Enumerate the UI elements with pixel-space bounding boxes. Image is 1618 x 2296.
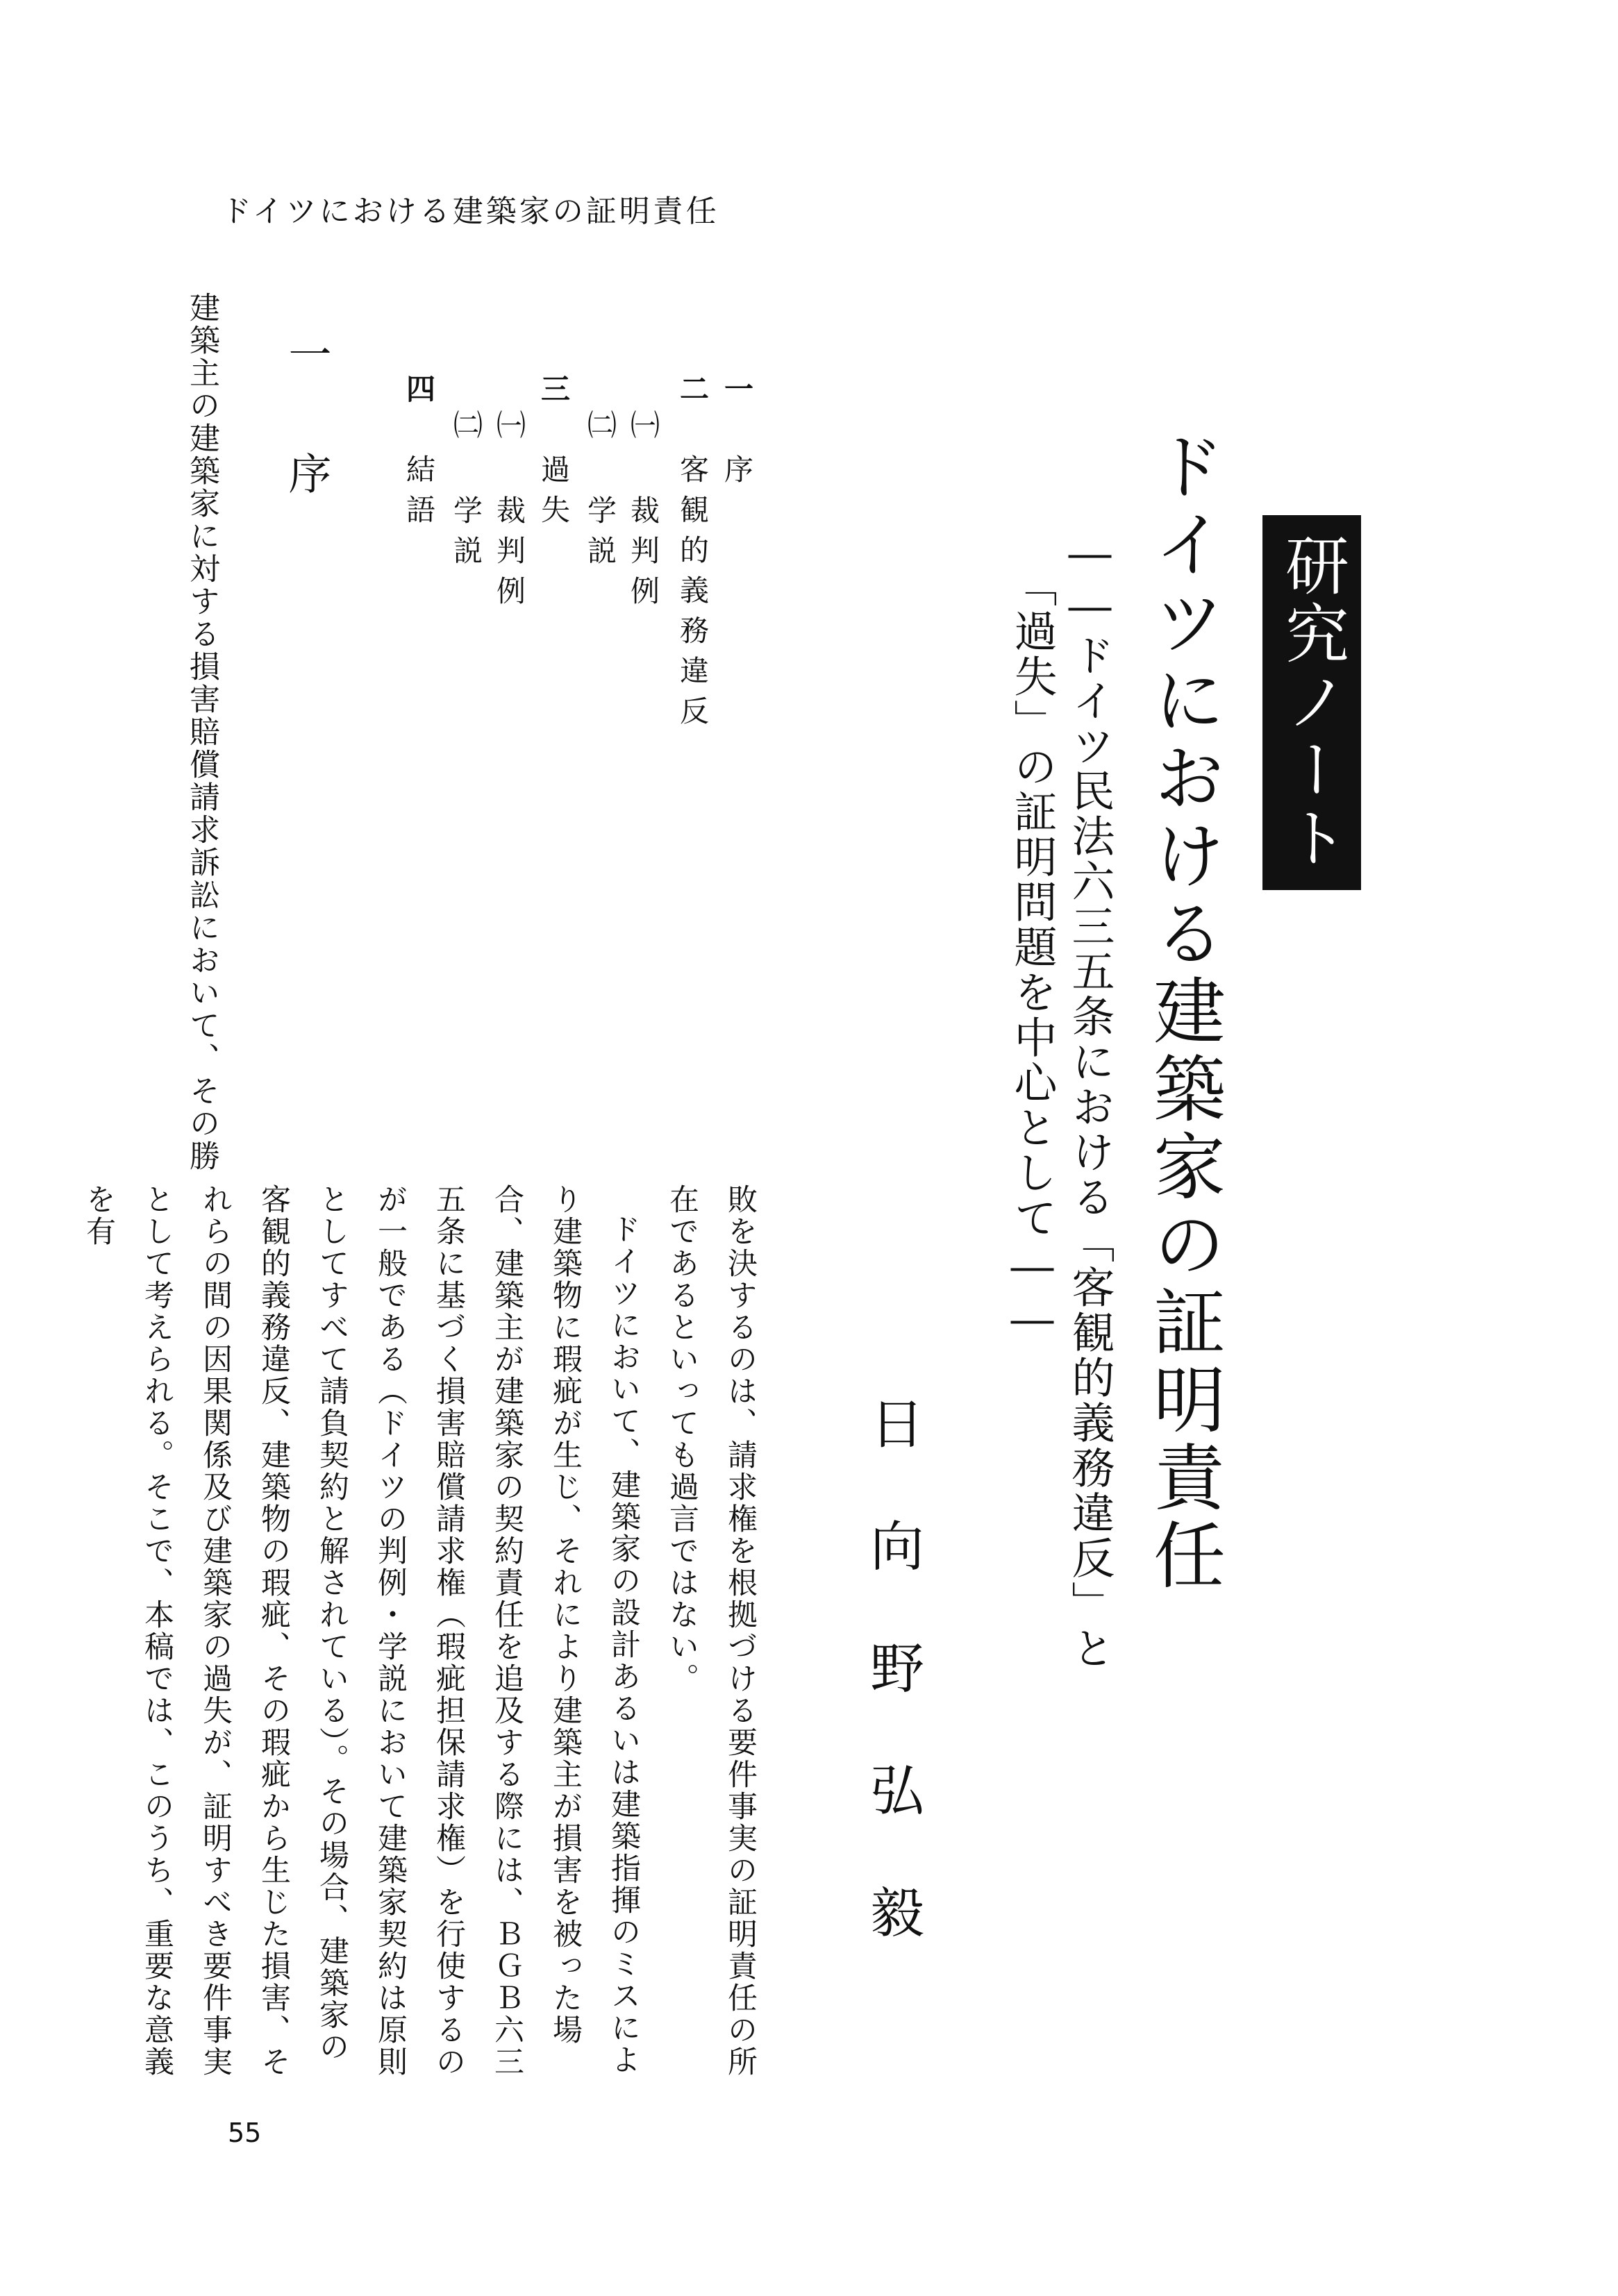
toc-entry: ㈡ 学説 xyxy=(583,410,617,576)
paragraph: 敗を決するのは、請求権を根拠づける要件事実の証明責任の所在であるといっても過言ではない。 xyxy=(665,1184,758,2078)
toc-entry: 二 客観的義務違反 xyxy=(676,374,710,736)
paragraph: ドイツにおいて、建築家の設計あるいは建築指揮のミスにより建築物に瑕疵が生じ、それにより建築主が損害を被った場合、建築主が建築家の契約責任を追及する際には、ＢＧＢ六三五条に基づく損害賠償請求権（瑕疵担保請求権）を行使するのが一般である（ドイツの判例・学説において建築家契約は原則としてすべて請負契約と解されている）。その場合、建築家の客観的義務違反、建築物の瑕疵、その瑕疵から生じた損害、それらの間の因果関係及び建築家の過失が、証明すべき要件事実として考えられる。そこで、本稿では、このうち、重要な意義を有 xyxy=(81,1184,641,2078)
body-text-lower xyxy=(81,1184,769,2086)
author-name: 日向野弘毅 xyxy=(861,1396,924,2006)
article-subtitle-line1: ――ドイツ民法六三五条における「客観的義務違反」と xyxy=(1065,528,1115,1671)
toc-entry: 一 序 xyxy=(720,374,754,494)
section-heading: 一 序 xyxy=(281,332,332,511)
toc-entry: ㈠ 裁判例 xyxy=(492,410,526,616)
toc-entry: 四 結語 xyxy=(402,374,436,535)
toc-entry: ㈠ 裁判例 xyxy=(626,410,660,616)
article-title: ドイツにおける建築家の証明責任 xyxy=(1141,429,1226,1595)
article-subtitle-line2: 「過失」の証明問題を中心として―― xyxy=(1007,564,1058,1346)
body-text-upper: 建築主の建築家に対する損害賠償請求訴訟において、その勝 xyxy=(184,292,219,1173)
research-note-badge xyxy=(1262,515,1361,890)
badge-label: 研究ノート xyxy=(1275,533,1349,873)
toc-entry: 三 過失 xyxy=(537,374,571,535)
running-header: ドイツにおける建築家の証明責任 xyxy=(221,194,719,229)
toc-entry: ㈡ 学説 xyxy=(449,410,483,576)
page-number: 55 xyxy=(228,2118,262,2148)
